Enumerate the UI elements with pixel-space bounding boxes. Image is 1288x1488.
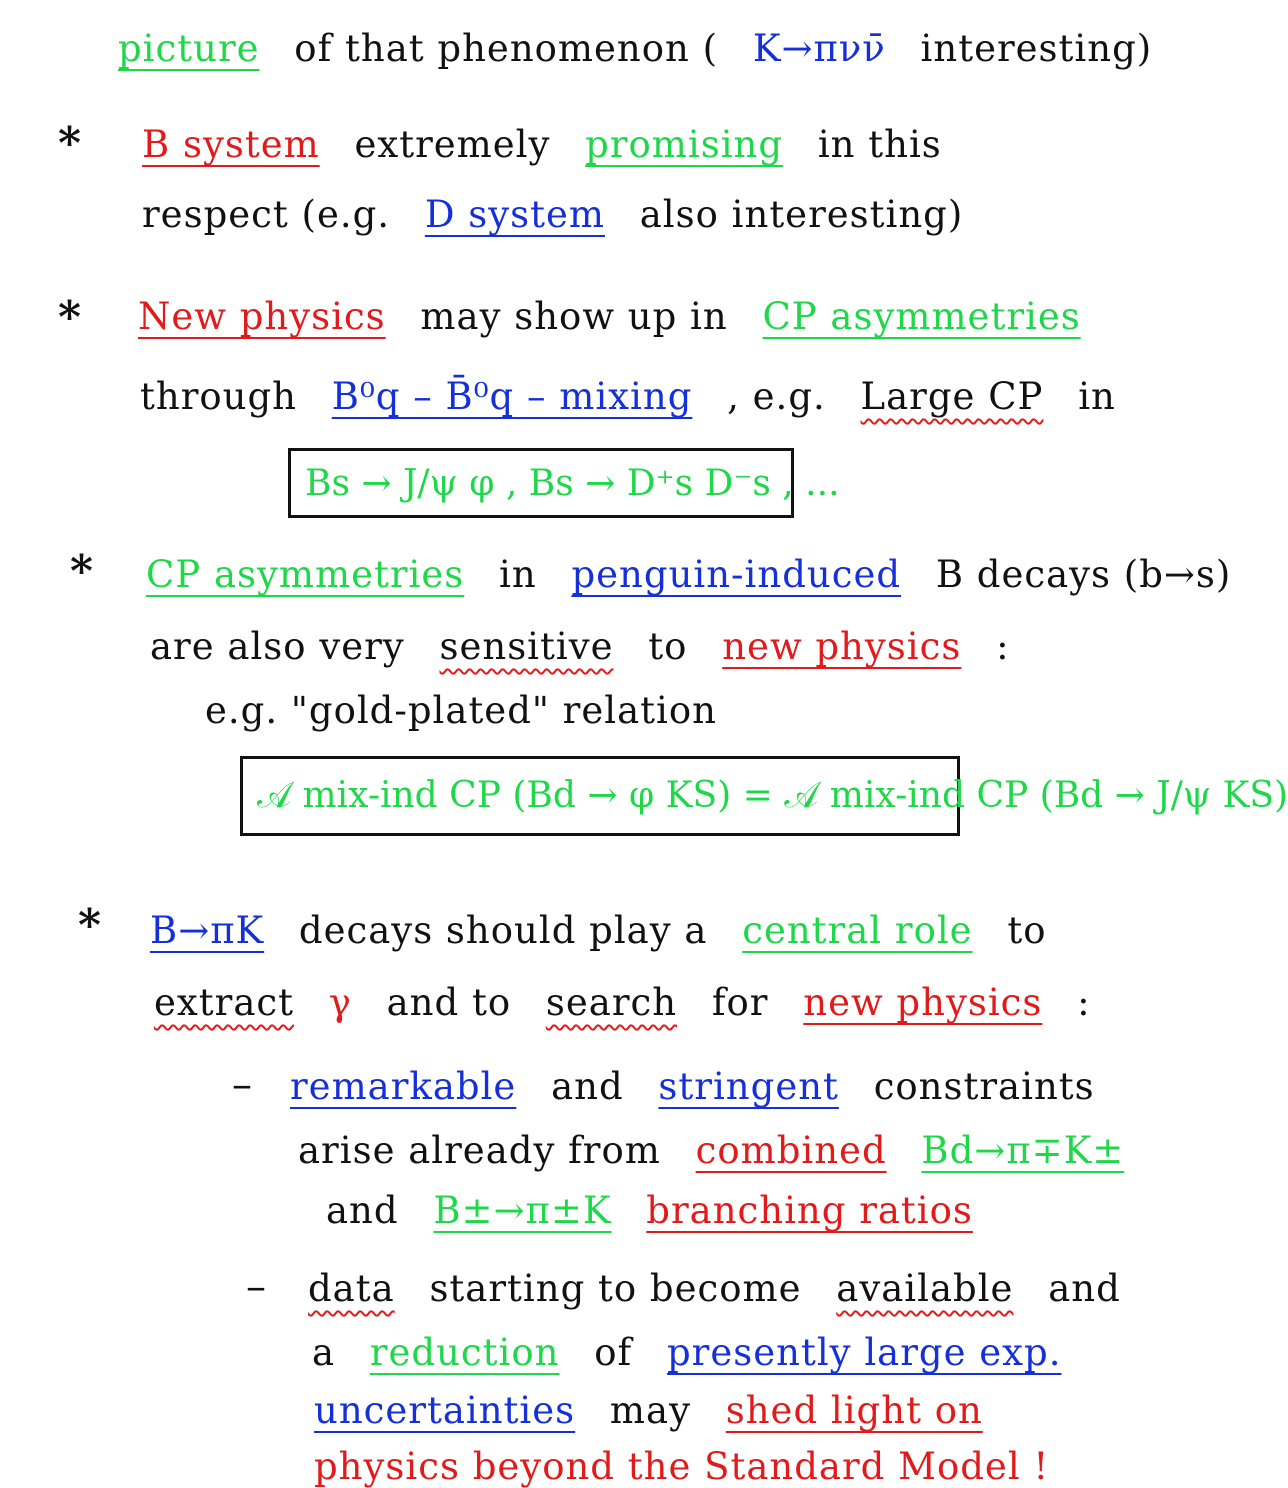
text-gold-plated: e.g. "gold-plated" relation [205,689,717,732]
text-in-this: in this [817,123,942,166]
bullet-star-2: * [58,292,82,343]
word-remarkable: remarkable [290,1065,517,1108]
bullet-star-1: * [58,118,82,169]
large-cp: Large CP [860,375,1044,418]
text-extremely: extremely [354,123,551,166]
text-to: to [648,625,688,668]
text-of: of [594,1331,633,1374]
text-and-3: and [1048,1267,1121,1310]
penguin-induced: penguin-induced [571,553,902,596]
text-constraints: constraints [873,1065,1095,1108]
b2-line2 [140,375,1138,418]
text-also-interesting: also interesting) [639,193,964,236]
d2-line3 [314,1389,1005,1432]
b3-line2 [150,625,1032,668]
branching-ratios: branching ratios [646,1189,973,1232]
decay-k-pi-nu-nu: K→πνν̄ [752,27,886,70]
text-and-2: and [326,1189,399,1232]
d1-line1 [290,1065,1117,1108]
b1-line2 [142,193,985,236]
text-b-decays: B decays (b→s) [935,553,1232,596]
text-phenomenon: of that phenomenon ( [294,27,719,70]
bullet-star-3: * [70,546,94,597]
b4-line2 [154,981,1113,1024]
word-stringent: stringent [658,1065,839,1108]
dash-2: – [246,1264,266,1310]
b1-line1 [142,123,964,166]
word-picture: picture [118,27,260,70]
shed-light-on: shed light on [725,1389,983,1432]
presently-large-exp: presently large exp. [666,1331,1062,1374]
dash-1: – [232,1062,252,1108]
bq-mixing: B⁰q – B̄⁰q – mixing [331,375,693,418]
b4-line1 [150,909,1069,952]
text-respect: respect (e.g. [142,193,391,236]
b3-line1 [146,553,1253,596]
word-uncertainties: uncertainties [314,1389,576,1432]
text-to-2: to [1007,909,1047,952]
text-may: may [609,1389,691,1432]
text-a: a [312,1331,336,1374]
d1-line2 [298,1129,1146,1172]
d2-line4 [314,1445,1071,1488]
new-physics-1: New physics [138,295,386,338]
b-pi-k: B→πK [150,909,265,952]
text-decays-should: decays should play a [298,909,708,952]
cp-asymmetries-2: CP asymmetries [146,553,465,596]
text-are-also-very: are also very [150,625,405,668]
new-physics-3: new physics [803,981,1043,1024]
d1-line3 [326,1189,995,1232]
bullet-star-4: * [78,900,102,951]
d2-line2 [312,1331,1083,1374]
text-interesting: interesting) [920,27,1153,70]
text-and-1: and [551,1065,624,1108]
word-available: available [836,1267,1014,1310]
box-bs-decays: Bs → J/ψ φ , Bs → D⁺s D⁻s , ... [288,448,794,518]
b3-line3 [205,689,739,732]
bpm-pi-k: B±→π±K [433,1189,612,1232]
intro-line [118,27,1174,70]
physics-beyond-sm: physics beyond the Standard Model ! [314,1445,1050,1488]
word-promising: promising [585,123,784,166]
text-and-to: and to [386,981,512,1024]
b2-line1 [138,295,1103,338]
word-sensitive: sensitive [439,625,614,668]
text-starting: starting to become [429,1267,802,1310]
text-may-show-up: may show up in [420,295,728,338]
word-search: search [545,981,678,1024]
bd-pi-k: Bd→π∓K± [921,1129,1125,1172]
text-eg: , e.g. [727,375,826,418]
text-colon-1: : [996,625,1010,668]
new-physics-2: new physics [722,625,962,668]
d-system: D system [424,193,605,236]
box-gold-plated-relation: 𝒜 mix-ind CP (Bd → φ KS) = 𝒜 mix-ind CP (Bd → J/ψ KS) [240,756,960,836]
text-in: in [1078,375,1116,418]
word-combined: combined [695,1129,887,1172]
central-role: central role [742,909,973,952]
text-colon-2: : [1077,981,1091,1024]
text-through: through [140,375,298,418]
word-data: data [308,1267,395,1310]
word-extract: extract [154,981,294,1024]
gamma-symbol: γ [328,981,352,1024]
text-arise-already: arise already from [298,1129,661,1172]
text-for: for [711,981,769,1024]
d2-line1 [308,1267,1143,1310]
cp-asymmetries-1: CP asymmetries [762,295,1081,338]
word-reduction: reduction [369,1331,560,1374]
b-system: B system [142,123,320,166]
text-in-2: in [499,553,537,596]
